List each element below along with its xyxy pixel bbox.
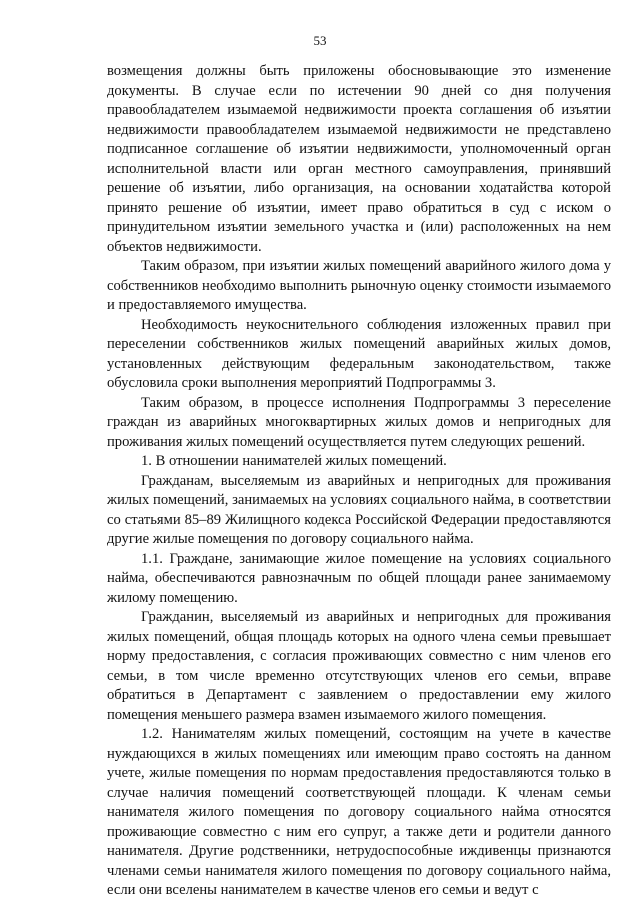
paragraph: 1. В отношении нанимателей жилых помещений. [141, 453, 447, 469]
paragraph: возмещения должны быть приложены обосновывающие это изменение документы. В случае если по истечении 90 дней со дня получения правообладателем изымаемой недвижимости проекта соглашения об изъятии недвижимости правообладателем изымаемой недвижимости не представлено подписанное соглашение об изъятии недвижимости, уполномоченный орган исполнительной власти или орган местного самоуправления, принявший решение об изъятии, либо организация, на основании ходатайства которой принято решение об изъятии, имеет право обратиться в суд с иском о принудительном изъятии земельного участка и (или) расположенных на нем объектов недвижимости. [107, 63, 611, 255]
paragraph: Таким образом, в процессе исполнения Подпрограммы 3 переселение граждан из аварийных многоквартирных жилых домов и непригодных для проживания жилых помещений осуществляется путем следующих решений. [107, 394, 611, 450]
paragraph: 1.1. Граждане, занимающие жилое помещение на условиях социального найма, обеспечиваются равнозначным по общей площади ранее занимаемому жилому помещению. [107, 550, 611, 606]
page-number: 53 [313, 33, 327, 48]
paragraph: 1.2. Нанимателям жилых помещений, состоящим на учете в качестве нуждающихся в жилых помещениях или имеющим право состоять на данном учете, жилые помещения по нормам предоставления предоставляются только в случае наличия помещений соответствующей площади. К членам семьи нанимателя жилого помещения по договору социального найма относятся проживающие совместно с ним его супруг, а также дети и родители данного нанимателя. Другие родственники, нетрудоспособные иждивенцы признаются членами семьи нанимателя жилого помещения по договору социального найма, если они вселены нанимателем в качестве членов его семьи и ведут с [107, 726, 611, 898]
body-text [107, 62, 611, 901]
paragraph: Необходимость неукоснительного соблюдения изложенных правил при переселении собственников жилых помещений аварийных жилых домов, установленных действующим федеральным законодательством, также обусловила сроки выполнения мероприятий Подпрограммы 3. [107, 316, 611, 391]
paragraph: Гражданам, выселяемым из аварийных и непригодных для проживания жилых помещений, занимаемых на условиях социального найма, в соответствии со статьями 85–89 Жилищного кодекса Российской Федерации предоставляются другие жилые помещения по договору социального найма. [107, 472, 611, 547]
paragraph: Гражданин, выселяемый из аварийных и непригодных для проживания жилых помещений, общая площадь которых на одного члена семьи превышает норму предоставления, с согласия проживающих совместно с ним членов его семьи, в том числе временно отсутствующих членов его семьи, вправе обратиться в Департамент с заявлением о предоставлении ему жилого помещения меньшего размера взамен изымаемого жилого помещения. [107, 609, 611, 723]
paragraph: Таким образом, при изъятии жилых помещений аварийного жилого дома у собственников необходимо выполнить рыночную оценку стоимости изымаемого и предоставляемого имущества. [107, 258, 611, 313]
